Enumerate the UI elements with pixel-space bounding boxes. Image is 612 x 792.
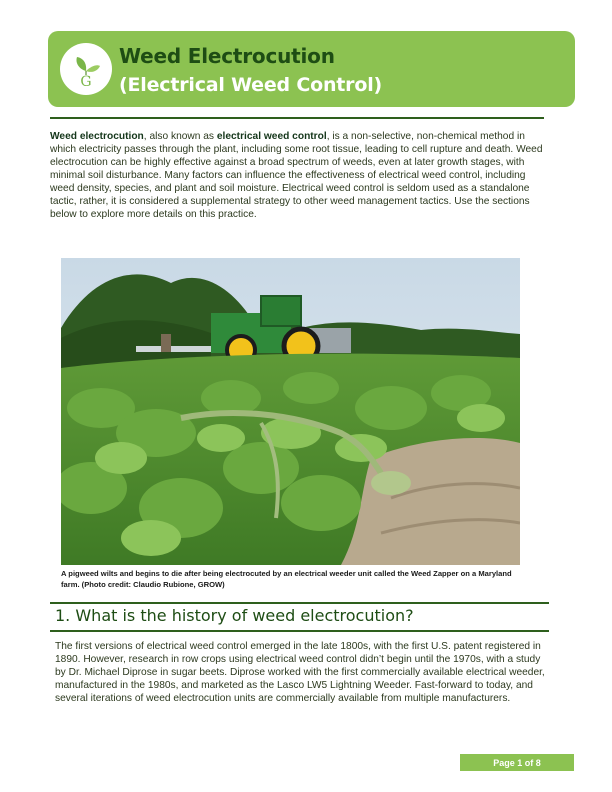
tractor-field-image <box>61 258 520 565</box>
section-divider-top <box>50 602 549 604</box>
section-body: The first versions of electrical weed control emerged in the late 1800s, with the first U.S. patent registered in 1890. However, research in row crops using electrical weed control didn’t begin until the 1970s, with a study by Dr. Michael Diprose in sugar beets. Diprose worked with the first commercially available electrical weeder, manufactured in the 1980s, and marketed as the Lasco LW5 Lightning Weeder. Fast-forward to today, and several iterations of weed electrocution units are commercially available from multiple manufacturers. <box>55 641 545 704</box>
intro-text-2: , is a non-selective, non-chemical method in which electricity passes through the plant, including some root tissue, leading to cell rupture and death. Weed electrocution can be highly effective against a broad spectrum of weeds, even at later growth stages, with minimal soil disturbance. Many factors can influence the effectiveness of electrical weed control, including weed density, species, and plant and soil moisture. Electrical weed control is seldom used as a standalone tactic, rather, it is considered a supplemental strategy to other weed management tactics. Use the sections below to explore more details on this practice. <box>50 131 543 220</box>
field-photo <box>61 258 520 565</box>
header-banner <box>48 31 575 107</box>
intro-text-1: , also known as <box>143 131 217 142</box>
figure-caption: A pigweed wilts and begins to die after being electrocuted by an electrical weeder unit called the Weed Zapper on a Maryland farm. (Photo credit: Claudio Rubione, GROW) <box>61 569 512 589</box>
section-divider-bottom <box>50 630 549 632</box>
intro-term-1: Weed electrocution <box>50 131 144 142</box>
intro-paragraph <box>50 130 545 221</box>
divider <box>50 117 544 119</box>
leaf-g-logo-icon <box>66 49 106 89</box>
page-title: Weed Electrocution <box>119 44 335 68</box>
section-heading: 1. What is the history of weed electrocution? <box>55 606 414 625</box>
svg-text:G: G <box>80 74 92 89</box>
page-subtitle: (Electrical Weed Control) <box>119 74 382 96</box>
logo <box>60 43 112 95</box>
intro-term-2: electrical weed control <box>216 131 327 142</box>
page-number-badge: Page 1 of 8 <box>460 754 574 771</box>
